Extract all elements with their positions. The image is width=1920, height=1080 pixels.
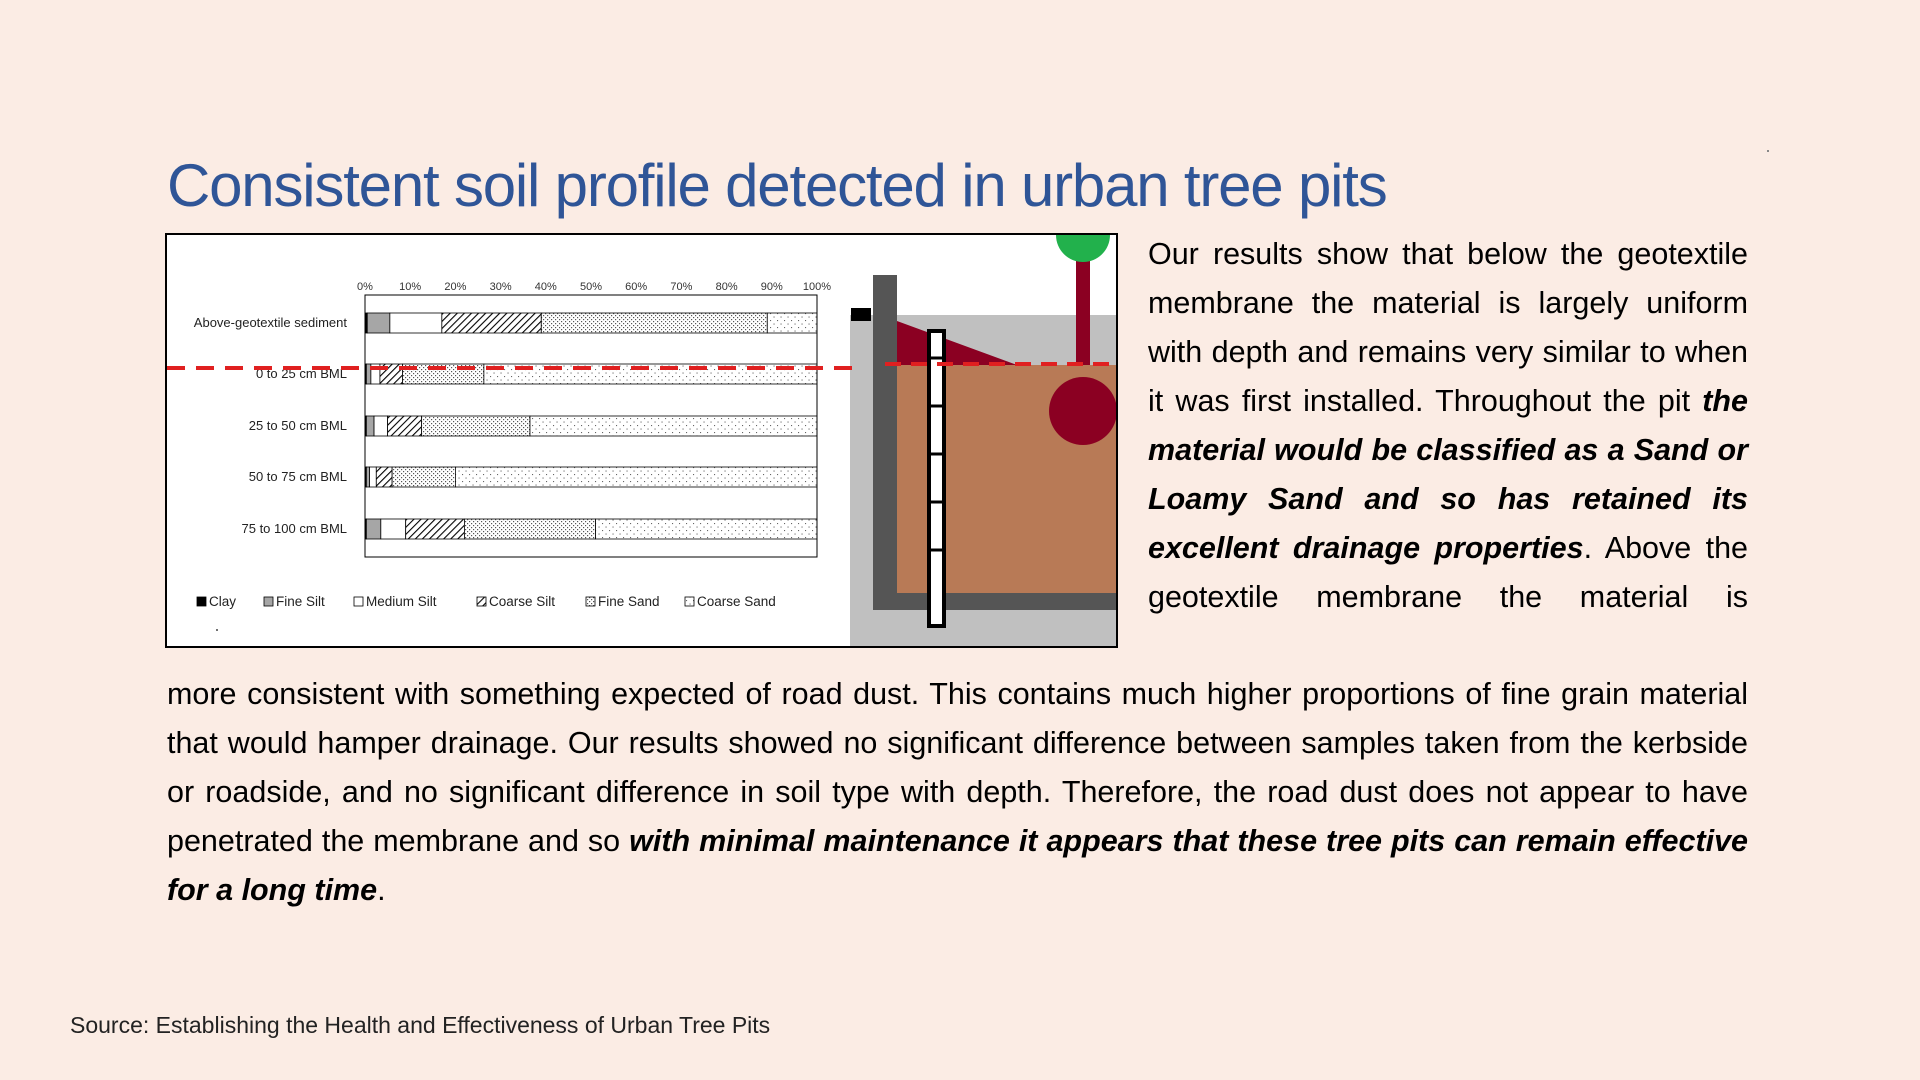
tree-canopy bbox=[1056, 235, 1110, 262]
monitoring-tube bbox=[929, 331, 944, 626]
bar-segment-coarse-sand bbox=[455, 467, 817, 487]
bar-segment-coarse-silt bbox=[406, 519, 465, 539]
tree-root-ball bbox=[1049, 377, 1117, 445]
legend-item bbox=[264, 594, 325, 609]
bar-segment-coarse-sand bbox=[530, 416, 817, 436]
tree-pit-diagram bbox=[850, 235, 1118, 648]
x-tick-label: 0% bbox=[357, 281, 373, 293]
legend-label: Coarse Sand bbox=[697, 594, 776, 609]
bar-segment-medium-silt bbox=[374, 416, 388, 436]
x-tick-label: 90% bbox=[760, 281, 783, 293]
x-axis-ticks bbox=[357, 281, 831, 293]
x-tick-label: 50% bbox=[579, 281, 603, 293]
kerb-cap bbox=[851, 308, 871, 321]
kerb-base bbox=[873, 593, 1118, 610]
legend-label: Fine Sand bbox=[598, 594, 660, 609]
legend-swatch bbox=[586, 597, 595, 606]
x-tick-label: 20% bbox=[444, 281, 467, 293]
legend-label: Coarse Silt bbox=[489, 594, 556, 609]
bar-segment-medium-silt bbox=[390, 313, 442, 333]
bar-segment-coarse-sand bbox=[484, 364, 817, 384]
legend-item bbox=[586, 594, 660, 609]
text-p2: . Above the geotextile membrane the material is bbox=[1148, 531, 1748, 614]
text-p3-end: . bbox=[377, 873, 386, 907]
legend-item bbox=[477, 594, 555, 609]
x-tick-label: 30% bbox=[489, 281, 512, 293]
tree-trunk bbox=[1076, 255, 1090, 365]
x-tick-label: 60% bbox=[625, 281, 648, 293]
x-tick-label: 10% bbox=[399, 281, 422, 293]
legend-item bbox=[685, 594, 776, 609]
slide-title: Consistent soil profile detected in urban tree pits bbox=[167, 152, 1387, 219]
category-label: 0 to 25 cm BML bbox=[255, 366, 347, 381]
bar-segment-fine-silt bbox=[367, 313, 390, 333]
text-p3: more consistent with something expected of road dust. This contains much higher proportions of fine grain material that would hamper drainage. Our results showed no significant difference between samples taken from the kerbside or roadside, and no significant difference in soil type with depth. Therefore, the road dust does not appear to have penetrated the membrane and so bbox=[167, 677, 1748, 858]
legend-label: Clay bbox=[209, 594, 237, 609]
bar-segment-medium-silt bbox=[381, 519, 406, 539]
legend bbox=[197, 594, 776, 609]
bar-segment-coarse-sand bbox=[596, 519, 817, 539]
bar-segment-medium-silt bbox=[370, 467, 377, 487]
legend-swatch bbox=[264, 597, 273, 606]
legend-item bbox=[354, 594, 437, 609]
legend-swatch bbox=[685, 597, 694, 606]
category-label: Above-geotextile sediment bbox=[193, 315, 347, 330]
corner-dot bbox=[1767, 150, 1769, 152]
bar-segment-fine-silt bbox=[366, 416, 374, 436]
bar-segment-fine-silt bbox=[366, 519, 380, 539]
bar-segment-coarse-silt bbox=[376, 467, 392, 487]
stray-dot bbox=[216, 629, 218, 631]
bar-segment-coarse-silt bbox=[388, 416, 422, 436]
legend-swatch bbox=[354, 597, 363, 606]
text-column-right bbox=[1148, 230, 1748, 622]
x-tick-label: 80% bbox=[715, 281, 738, 293]
x-tick-label: 100% bbox=[802, 281, 832, 293]
text-p1-emphasis: the material would be classified as a Sand or Loamy Sand and so has retained its excellent drainage properties bbox=[1148, 384, 1748, 565]
bars-layer bbox=[365, 313, 817, 539]
soil-profile-figure bbox=[165, 233, 1118, 648]
bar-segment-fine-sand bbox=[392, 467, 455, 487]
legend-swatch bbox=[477, 597, 486, 606]
bar-segment-fine-sand bbox=[464, 519, 595, 539]
bar-segment-coarse-sand bbox=[767, 313, 817, 333]
kerb-wall bbox=[873, 275, 897, 610]
bar-segment-fine-silt bbox=[366, 467, 369, 487]
bar-segment-fine-sand bbox=[541, 313, 767, 333]
stacked-bar-chart bbox=[167, 235, 1118, 648]
x-tick-label: 70% bbox=[670, 281, 693, 293]
y-axis-categories bbox=[194, 315, 348, 536]
category-label: 75 to 100 cm BML bbox=[241, 521, 347, 536]
legend-swatch bbox=[197, 597, 206, 606]
x-tick-label: 40% bbox=[534, 281, 557, 293]
category-label: 50 to 75 cm BML bbox=[248, 469, 347, 484]
text-p1: Our results show that below the geotextile membrane the material is largely uniform with depth and remains very similar to when it was first installed. Throughout the pit bbox=[1148, 237, 1748, 418]
bar-segment-coarse-silt bbox=[442, 313, 541, 333]
legend-label: Fine Silt bbox=[276, 594, 325, 609]
text-full-width bbox=[167, 670, 1748, 915]
legend-item bbox=[197, 594, 236, 609]
legend-label: Medium Silt bbox=[366, 594, 437, 609]
source-citation: Source: Establishing the Health and Effectiveness of Urban Tree Pits bbox=[70, 1012, 771, 1038]
category-label: 25 to 50 cm BML bbox=[248, 418, 347, 433]
bar-segment-fine-sand bbox=[422, 416, 530, 436]
text-p3-emphasis: with minimal maintenance it appears that these tree pits can remain effective for a long time bbox=[167, 824, 1748, 907]
